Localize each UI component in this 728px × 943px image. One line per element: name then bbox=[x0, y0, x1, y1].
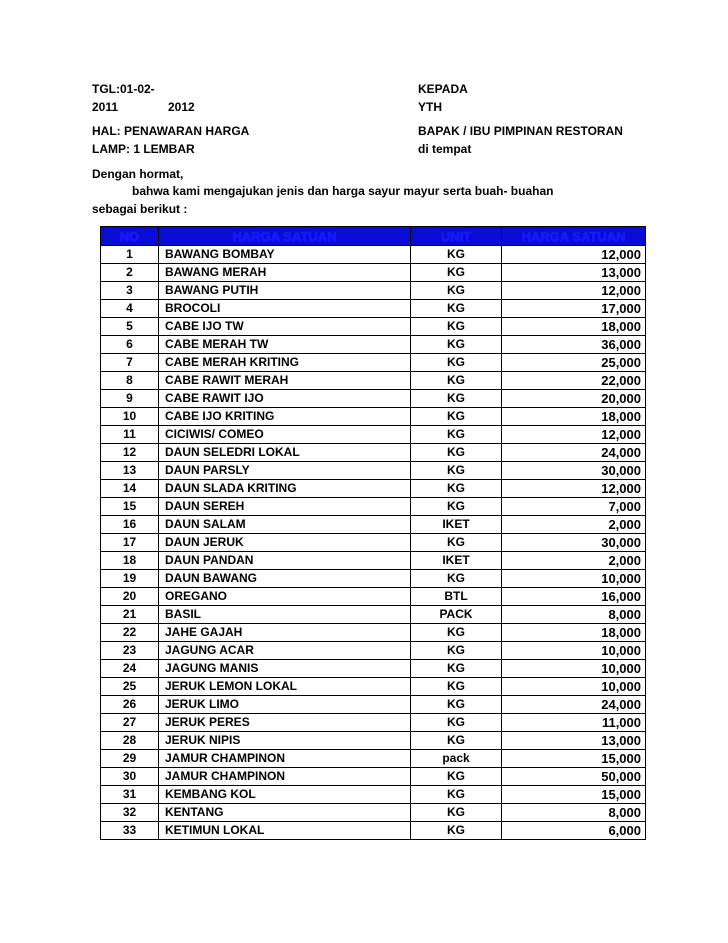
row-number: 18 bbox=[101, 552, 159, 570]
item-name: CABE RAWIT MERAH bbox=[159, 372, 411, 390]
item-unit: IKET bbox=[411, 552, 502, 570]
item-price: 10,000 bbox=[502, 678, 646, 696]
item-unit: KG bbox=[411, 534, 502, 552]
recipient-line: BAPAK / IBU PIMPINAN RESTORAN bbox=[418, 124, 623, 138]
item-name: DAUN SLADA KRITING bbox=[159, 480, 411, 498]
item-price: 15,000 bbox=[502, 750, 646, 768]
item-name: BASIL bbox=[159, 606, 411, 624]
item-name: KENTANG bbox=[159, 804, 411, 822]
row-number: 6 bbox=[101, 336, 159, 354]
item-name: JAGUNG ACAR bbox=[159, 642, 411, 660]
item-name: CICIWIS/ COMEO bbox=[159, 426, 411, 444]
item-unit: BTL bbox=[411, 588, 502, 606]
item-unit: KG bbox=[411, 354, 502, 372]
attachment-line: LAMP: 1 LEMBAR bbox=[92, 142, 195, 156]
item-unit: KG bbox=[411, 390, 502, 408]
item-price: 8,000 bbox=[502, 804, 646, 822]
table-row bbox=[101, 408, 646, 426]
item-name: JERUK PERES bbox=[159, 714, 411, 732]
item-name: JAMUR CHAMPINON bbox=[159, 768, 411, 786]
item-name: JAHE GAJAH bbox=[159, 624, 411, 642]
row-number: 12 bbox=[101, 444, 159, 462]
item-unit: IKET bbox=[411, 516, 502, 534]
row-number: 14 bbox=[101, 480, 159, 498]
item-unit: KG bbox=[411, 570, 502, 588]
item-unit: KG bbox=[411, 264, 502, 282]
item-name: BAWANG MERAH bbox=[159, 264, 411, 282]
row-number: 24 bbox=[101, 660, 159, 678]
item-name: DAUN PANDAN bbox=[159, 552, 411, 570]
item-unit: KG bbox=[411, 768, 502, 786]
row-number: 21 bbox=[101, 606, 159, 624]
item-price: 8,000 bbox=[502, 606, 646, 624]
item-price: 10,000 bbox=[502, 570, 646, 588]
item-unit: PACK bbox=[411, 606, 502, 624]
table-row bbox=[101, 696, 646, 714]
item-price: 2,000 bbox=[502, 552, 646, 570]
item-unit: KG bbox=[411, 318, 502, 336]
item-name: BROCOLI bbox=[159, 300, 411, 318]
item-name: CABE RAWIT IJO bbox=[159, 390, 411, 408]
item-price: 18,000 bbox=[502, 408, 646, 426]
table-row bbox=[101, 570, 646, 588]
item-unit: KG bbox=[411, 822, 502, 840]
item-unit: KG bbox=[411, 408, 502, 426]
row-number: 30 bbox=[101, 768, 159, 786]
table-row bbox=[101, 660, 646, 678]
item-unit: KG bbox=[411, 804, 502, 822]
row-number: 16 bbox=[101, 516, 159, 534]
item-unit: KG bbox=[411, 498, 502, 516]
row-number: 17 bbox=[101, 534, 159, 552]
item-price: 6,000 bbox=[502, 822, 646, 840]
item-name: KETIMUN LOKAL bbox=[159, 822, 411, 840]
greeting: Dengan hormat, bbox=[92, 167, 184, 181]
header-unit: UNIT bbox=[411, 227, 502, 246]
table-row bbox=[101, 714, 646, 732]
item-price: 10,000 bbox=[502, 660, 646, 678]
header-item-name: HARGA SATUAN bbox=[159, 227, 411, 246]
item-price: 24,000 bbox=[502, 696, 646, 714]
table-header-row bbox=[101, 227, 646, 246]
table-row bbox=[101, 462, 646, 480]
row-number: 26 bbox=[101, 696, 159, 714]
item-unit: KG bbox=[411, 372, 502, 390]
table-row bbox=[101, 750, 646, 768]
item-name: OREGANO bbox=[159, 588, 411, 606]
item-unit: KG bbox=[411, 426, 502, 444]
table-row bbox=[101, 534, 646, 552]
item-unit: KG bbox=[411, 336, 502, 354]
table-row bbox=[101, 300, 646, 318]
item-name: CABE MERAH TW bbox=[159, 336, 411, 354]
date-line-2-year-b: 2012 bbox=[168, 100, 195, 114]
item-price: 36,000 bbox=[502, 336, 646, 354]
table-row bbox=[101, 678, 646, 696]
item-price: 10,000 bbox=[502, 642, 646, 660]
item-name: JERUK NIPIS bbox=[159, 732, 411, 750]
item-price: 30,000 bbox=[502, 534, 646, 552]
table-row bbox=[101, 552, 646, 570]
table-row bbox=[101, 642, 646, 660]
row-number: 31 bbox=[101, 786, 159, 804]
item-name: JERUK LIMO bbox=[159, 696, 411, 714]
item-unit: KG bbox=[411, 786, 502, 804]
date-line-1: TGL:01-02- bbox=[92, 82, 155, 96]
table-row bbox=[101, 390, 646, 408]
item-unit: pack bbox=[411, 750, 502, 768]
table-row bbox=[101, 426, 646, 444]
item-unit: KG bbox=[411, 714, 502, 732]
table-row bbox=[101, 444, 646, 462]
intro-line-2: sebagai berikut : bbox=[92, 202, 188, 216]
row-number: 3 bbox=[101, 282, 159, 300]
place-line: di tempat bbox=[418, 142, 472, 156]
table-row bbox=[101, 372, 646, 390]
table-row bbox=[101, 768, 646, 786]
row-number: 2 bbox=[101, 264, 159, 282]
table-row bbox=[101, 336, 646, 354]
row-number: 13 bbox=[101, 462, 159, 480]
item-price: 12,000 bbox=[502, 246, 646, 264]
row-number: 4 bbox=[101, 300, 159, 318]
item-unit: KG bbox=[411, 660, 502, 678]
row-number: 10 bbox=[101, 408, 159, 426]
item-price: 18,000 bbox=[502, 318, 646, 336]
row-number: 23 bbox=[101, 642, 159, 660]
item-name: JERUK LEMON LOKAL bbox=[159, 678, 411, 696]
item-name: DAUN SELEDRI LOKAL bbox=[159, 444, 411, 462]
item-price: 12,000 bbox=[502, 282, 646, 300]
table-row bbox=[101, 264, 646, 282]
item-price: 24,000 bbox=[502, 444, 646, 462]
row-number: 5 bbox=[101, 318, 159, 336]
row-number: 1 bbox=[101, 246, 159, 264]
item-unit: KG bbox=[411, 696, 502, 714]
row-number: 20 bbox=[101, 588, 159, 606]
item-price: 13,000 bbox=[502, 264, 646, 282]
item-unit: KG bbox=[411, 624, 502, 642]
item-price: 12,000 bbox=[502, 426, 646, 444]
item-name: DAUN PARSLY bbox=[159, 462, 411, 480]
item-unit: KG bbox=[411, 300, 502, 318]
item-name: JAGUNG MANIS bbox=[159, 660, 411, 678]
item-price: 50,000 bbox=[502, 768, 646, 786]
date-line-2-year-a: 2011 bbox=[92, 100, 119, 114]
item-price: 2,000 bbox=[502, 516, 646, 534]
table-row bbox=[101, 822, 646, 840]
item-price: 18,000 bbox=[502, 624, 646, 642]
subject-line: HAL: PENAWARAN HARGA bbox=[92, 124, 250, 138]
item-name: CABE MERAH KRITING bbox=[159, 354, 411, 372]
table-row bbox=[101, 606, 646, 624]
item-name: CABE IJO TW bbox=[159, 318, 411, 336]
item-name: JAMUR CHAMPINON bbox=[159, 750, 411, 768]
intro-line-1: bahwa kami mengajukan jenis dan harga sayur mayur serta buah- buahan bbox=[132, 184, 554, 198]
row-number: 7 bbox=[101, 354, 159, 372]
item-name: CABE IJO KRITING bbox=[159, 408, 411, 426]
table-row bbox=[101, 480, 646, 498]
item-price: 17,000 bbox=[502, 300, 646, 318]
item-name: DAUN SALAM bbox=[159, 516, 411, 534]
item-unit: KG bbox=[411, 678, 502, 696]
item-price: 22,000 bbox=[502, 372, 646, 390]
table-row bbox=[101, 318, 646, 336]
item-price: 7,000 bbox=[502, 498, 646, 516]
item-price: 13,000 bbox=[502, 732, 646, 750]
item-unit: KG bbox=[411, 444, 502, 462]
item-price: 15,000 bbox=[502, 786, 646, 804]
table-row bbox=[101, 516, 646, 534]
row-number: 11 bbox=[101, 426, 159, 444]
yth-label: YTH bbox=[418, 100, 442, 114]
table-row bbox=[101, 588, 646, 606]
item-price: 12,000 bbox=[502, 480, 646, 498]
item-name: DAUN BAWANG bbox=[159, 570, 411, 588]
table-row bbox=[101, 498, 646, 516]
item-name: BAWANG PUTIH bbox=[159, 282, 411, 300]
row-number: 9 bbox=[101, 390, 159, 408]
table-row bbox=[101, 246, 646, 264]
row-number: 27 bbox=[101, 714, 159, 732]
table-row bbox=[101, 804, 646, 822]
header-no: NO bbox=[101, 227, 159, 246]
item-unit: KG bbox=[411, 732, 502, 750]
item-unit: KG bbox=[411, 282, 502, 300]
table-row bbox=[101, 354, 646, 372]
price-table bbox=[100, 226, 646, 840]
row-number: 22 bbox=[101, 624, 159, 642]
kepada-label: KEPADA bbox=[418, 82, 468, 96]
table-row bbox=[101, 624, 646, 642]
item-name: BAWANG BOMBAY bbox=[159, 246, 411, 264]
item-price: 11,000 bbox=[502, 714, 646, 732]
row-number: 25 bbox=[101, 678, 159, 696]
row-number: 15 bbox=[101, 498, 159, 516]
table-row bbox=[101, 282, 646, 300]
row-number: 33 bbox=[101, 822, 159, 840]
item-name: DAUN SEREH bbox=[159, 498, 411, 516]
table-row bbox=[101, 732, 646, 750]
item-price: 16,000 bbox=[502, 588, 646, 606]
row-number: 29 bbox=[101, 750, 159, 768]
item-unit: KG bbox=[411, 480, 502, 498]
item-price: 20,000 bbox=[502, 390, 646, 408]
item-unit: KG bbox=[411, 642, 502, 660]
row-number: 32 bbox=[101, 804, 159, 822]
table-row bbox=[101, 786, 646, 804]
item-price: 25,000 bbox=[502, 354, 646, 372]
item-name: DAUN JERUK bbox=[159, 534, 411, 552]
row-number: 8 bbox=[101, 372, 159, 390]
item-price: 30,000 bbox=[502, 462, 646, 480]
row-number: 19 bbox=[101, 570, 159, 588]
row-number: 28 bbox=[101, 732, 159, 750]
item-unit: KG bbox=[411, 462, 502, 480]
item-name: KEMBANG KOL bbox=[159, 786, 411, 804]
item-unit: KG bbox=[411, 246, 502, 264]
header-price: HARGA SATUAN bbox=[502, 227, 646, 246]
